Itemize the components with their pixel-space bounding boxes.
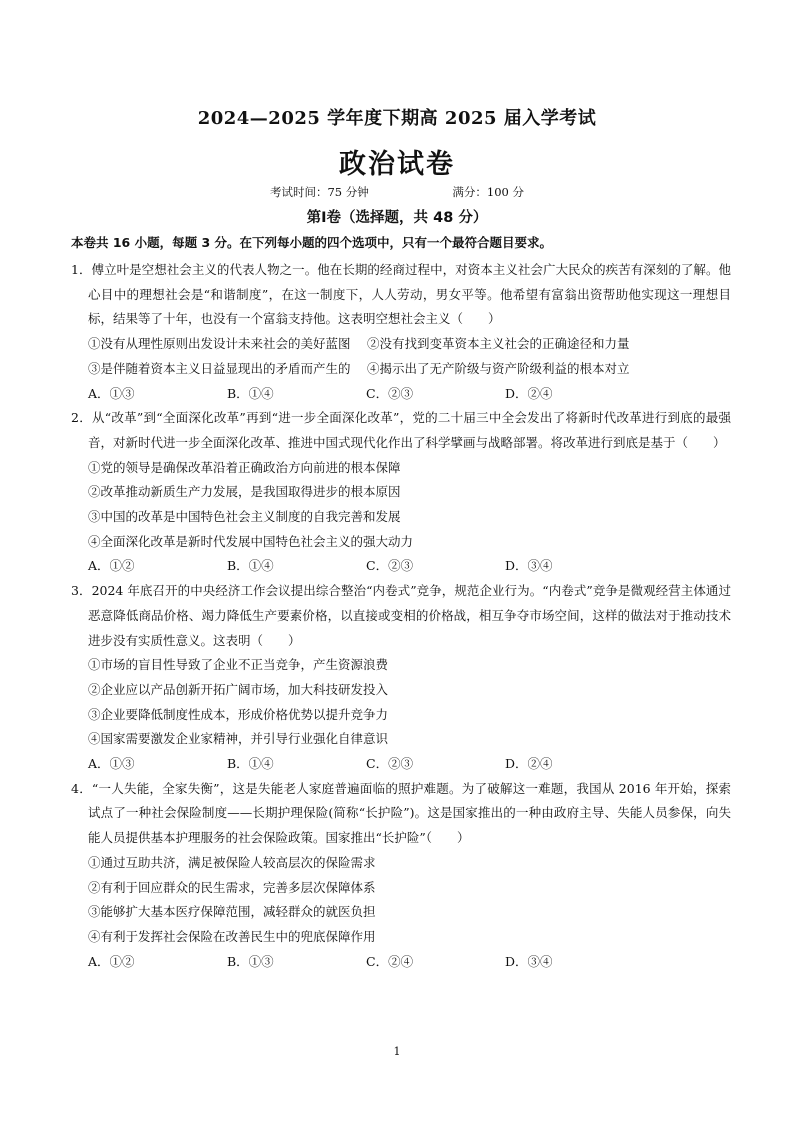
question-4 <box>71 777 731 975</box>
statement-option: ②改革推动新质生产力发展，是我国取得进步的根本原因 <box>88 484 401 500</box>
answer-choices <box>71 752 731 777</box>
choice-c: C．②③ <box>366 756 414 772</box>
statement-option: ③是伴随着资本主义日益显现出的矛盾而产生的 ④揭示出了无产阶级与资产阶级利益的根本对立 <box>88 360 630 376</box>
choice-c: C．②③ <box>366 385 414 401</box>
exam-info <box>0 184 794 200</box>
statement-option: ④国家需要激发企业家精神，并引导行业强化自律意识 <box>88 731 389 747</box>
answer-choices <box>71 382 731 407</box>
choice-a: A．①② <box>88 558 135 574</box>
question-stem: 1．傅立叶是空想社会主义的代表人物之一。他在长期的经商过程中，对资本主义社会广大民众的疾苦有深刻的了解。他心目中的理想社会是“和谐制度”，在这一制度下，人人劳动，男女平等。他希望有富翁出资帮助他实现这一理想目标，结果等了十年，也没有一个富翁支持他。这表明空想社会主义（ ） <box>71 262 731 327</box>
choice-c: C．②④ <box>366 953 414 969</box>
statement-option: ③企业要降低制度性成本，形成价格优势以提升竞争力 <box>88 706 389 722</box>
choice-d: D．③④ <box>505 953 553 969</box>
question-stem: 4．“一人失能，全家失衡”，这是失能老人家庭普遍面临的照护难题。为了破解这一难题，我国从 2016 年开始，探索试点了一种社会保险制度——长期护理保险(简称“长护险”)。这是国家推出的一种由政府主导、失能人员参保，向失能人员提供基本护理服务的社会保险政策。国家推出“长护险”（ ） <box>71 780 731 846</box>
exam-title: 2024—2025 学年度下期高 2025 届入学考试 <box>197 108 597 129</box>
answer-choices <box>71 950 731 975</box>
section-title: 第Ⅰ卷（选择题，共 48 分） <box>306 210 488 226</box>
choice-d: D．②④ <box>505 385 553 401</box>
choice-b: B．①④ <box>227 385 274 401</box>
statement-option: ①党的领导是确保改革沿着正确政治方向前进的根本保障 <box>88 459 401 475</box>
choice-a: A．①③ <box>88 385 135 401</box>
statement-option: ①市场的盲目性导致了企业不正当竞争，产生资源浪费 <box>88 657 389 673</box>
statement-option: ③中国的改革是中国特色社会主义制度的自我完善和发展 <box>88 509 401 525</box>
question-stem: 2．从“改革”到“全面深化改革”再到“进一步全面深化改革”，党的二十届三中全会发出了将新时代改革进行到底的最强音，对新时代进一步全面深化改革、推进中国式现代化作出了科学擘画与战略部署。将改革进行到底是基于（ ） <box>71 410 731 450</box>
statement-option: ②企业应以产品创新开拓广阔市场，加大科技研发投入 <box>88 681 389 697</box>
choice-b: B．①④ <box>227 558 274 574</box>
statement-option: ③能够扩大基本医疗保障范围，减轻群众的就医负担 <box>88 904 376 920</box>
statement-option: ②有利于回应群众的民生需求，完善多层次保障体系 <box>88 879 376 895</box>
exam-time: 考试时间：75 分钟 <box>269 185 369 199</box>
question-list <box>71 258 731 974</box>
choice-a: A．①② <box>88 953 135 969</box>
section-instructions: 本卷共 16 小题，每题 3 分。在下列每小题的四个选项中，只有一个最符合题目要求。 <box>71 235 553 250</box>
full-score: 满分：100 分 <box>452 185 525 199</box>
question-1 <box>71 258 731 406</box>
choice-d: D．③④ <box>505 558 553 574</box>
question-3 <box>71 579 731 777</box>
choice-a: A．①③ <box>88 756 135 772</box>
statement-option: ①通过互助共济，满足被保险人较高层次的保险需求 <box>88 854 376 870</box>
choice-b: B．①③ <box>227 953 274 969</box>
statement-option: ①没有从理性原则出发设计未来社会的美好蓝图 ②没有找到变革资本主义社会的正确途径和力量 <box>88 336 630 352</box>
choice-b: B．①④ <box>227 756 274 772</box>
statement-option: ④有利于发挥社会保险在改善民生中的兜底保障作用 <box>88 928 376 944</box>
subject-title: 政治试卷 <box>339 149 455 180</box>
choice-c: C．②③ <box>366 558 414 574</box>
choice-d: D．②④ <box>505 756 553 772</box>
answer-choices <box>71 554 731 579</box>
question-stem: 3．2024 年底召开的中央经济工作会议提出综合整治“内卷式”竞争，规范企业行为。“内卷式”竞争是微观经营主体通过恶意降低商品价格、竭力降低生产要素价格，以直接或变相的价格战，相互争夺市场空间，这样的做法对于推动技术进步没有实质性意义。这表明（ ） <box>71 583 731 648</box>
page-number: 1 <box>393 1045 401 1058</box>
statement-option: ④全面深化改革是新时代发展中国特色社会主义的强大动力 <box>88 533 414 549</box>
question-2 <box>71 406 731 579</box>
